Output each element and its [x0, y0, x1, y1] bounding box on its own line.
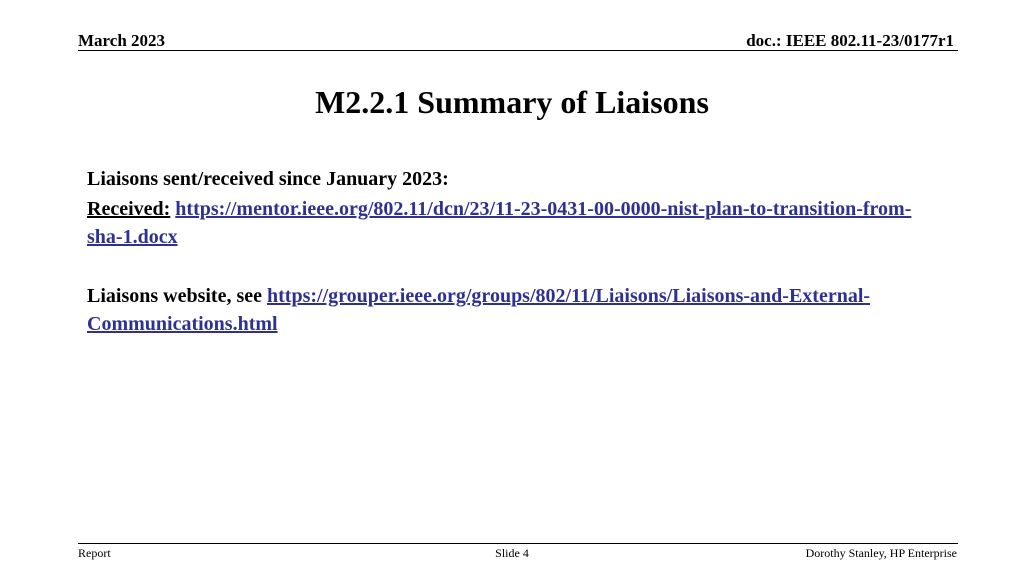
header-divider: [78, 50, 958, 51]
website-prefix: Liaisons website, see: [87, 285, 267, 307]
footer-author: Dorothy Stanley, HP Enterprise: [805, 546, 957, 560]
received-label: Received:: [87, 198, 171, 220]
received-document-link[interactable]: https://mentor.ieee.org/802.11/dcn/23/11-23-0431-00-0000-nist-plan-to-transition-from-sha-1.docx: [87, 198, 912, 248]
intro-text: Liaisons sent/received since January 2023:: [87, 168, 449, 190]
received-line: [87, 195, 937, 251]
liaisons-summary-block: [87, 165, 937, 251]
header-date: March 2023: [78, 31, 166, 50]
website-line: [87, 282, 937, 338]
footer-slide-number: Slide 4: [495, 546, 529, 560]
header-doc-id: doc.: IEEE 802.11-23/0177r1: [746, 31, 954, 50]
footer-divider: [78, 543, 958, 544]
liaisons-website-block: [87, 282, 937, 338]
slide-title: M2.2.1 Summary of Liaisons: [315, 84, 709, 120]
footer-report-label: Report: [78, 546, 111, 560]
liaisons-website-link[interactable]: https://grouper.ieee.org/groups/802/11/Liaisons/Liaisons-and-External-Communications.html: [87, 285, 871, 335]
